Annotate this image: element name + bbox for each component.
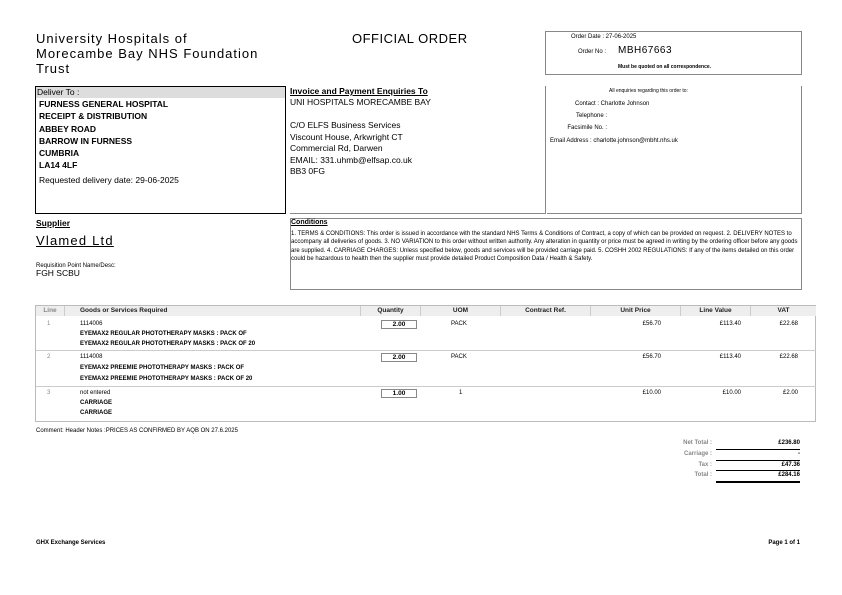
col-header-line-value: Line Value (681, 306, 751, 316)
invoice-heading: Invoice and Payment Enquiries To (290, 86, 428, 96)
deliver-line: FURNESS GENERAL HOSPITAL (39, 99, 169, 109)
requisition-point-value: FGH SCBU (36, 268, 80, 278)
organisation-name (36, 31, 258, 76)
row-line-number: 1 (47, 321, 51, 327)
row-line-number: 2 (47, 354, 51, 360)
col-header-line: Line (36, 306, 65, 316)
enquiries-heading: All enquiries regarding this order to: (609, 88, 688, 94)
deliver-to-heading: Deliver To : (36, 87, 285, 98)
contact-email: Email Address : charlotte.johnson@mbht.nhs.uk (550, 138, 678, 144)
org-line-1: University Hospitals of (36, 31, 188, 46)
row-uom: PACK (451, 321, 467, 327)
total-double-line (716, 481, 800, 483)
deliver-line: CUMBRIA (39, 148, 80, 159)
telephone: Telephone : (575, 113, 607, 119)
org-line-3: Trust (36, 61, 71, 76)
requisition-point-label: Requisition Point Name/Desc: (36, 263, 116, 269)
tax-value: £47.36 (781, 462, 800, 468)
row-desc-2: EYEMAX2 PREEMIE PHOTOTHERAPY MASKS : PACK OF 20 (80, 376, 253, 382)
order-comment: Comment: Header Notes :PRICES AS CONFIRMED BY AQB ON 27.6.2025 (36, 428, 238, 434)
document-title: OFFICIAL ORDER (352, 31, 468, 46)
conditions-heading: Conditions (291, 219, 328, 226)
row-desc-2: EYEMAX2 REGULAR PHOTOTHERAPY MASKS : PACK OF 20 (80, 341, 256, 347)
invoice-address (290, 97, 431, 178)
row-desc-1: EYEMAX2 REGULAR PHOTOTHERAPY MASKS : PACK OF (80, 331, 247, 337)
row-vat: £22.68 (779, 354, 798, 360)
carriage-value: - (798, 451, 800, 457)
row-code: not entered (80, 390, 111, 396)
invoice-line (290, 109, 431, 121)
row-uom: PACK (451, 354, 467, 360)
conditions-box (290, 218, 802, 290)
quote-note: Must be quoted on all correspondence. (618, 64, 712, 70)
net-total-value: £236.80 (778, 440, 800, 446)
order-number-label: Order No : (578, 49, 607, 55)
row-code: 1114006 (80, 321, 103, 327)
order-date: Order Date : 27-06-2025 (571, 34, 637, 40)
invoice-box (290, 86, 546, 214)
footer-service-name: GHX Exchange Services (36, 540, 106, 546)
page-number: Page 1 of 1 (768, 540, 800, 546)
invoice-line: EMAIL: 331.uhmb@elfsap.co.uk (290, 154, 413, 165)
grand-total-value: £284.16 (778, 472, 800, 478)
row-vat: £2.00 (782, 390, 798, 396)
requested-delivery-date: Requested delivery date: 29-06-2025 (39, 175, 179, 185)
col-header-vat: VAT (751, 306, 816, 316)
conditions-text: 1. TERMS & CONDITIONS: This order is issued in accordance with the standard NHS Terms & Conditions of Contract, a copy of which can be provided on request. 2. DELIVERY NOTES to accompany all deliveries of goods. 3. NO VARIATION to this order without written authority. Any alteration in quantity or price must be agreed in writing by the ordering officer before any goods are supplied. 4. CARRIAGE CHARGES: Unless specified below, goods and services will be provided carriage paid. 5. COSHH 2002 REGULATIONS: If any of the items detailed on this order could be hazardous to health then the supplier must provide detailed Product Composition Data / Health & Safety. (291, 231, 798, 263)
grand-total-label: Total : (694, 472, 712, 478)
deliver-line: ABBEY ROAD (39, 123, 96, 134)
org-line-2: Morecambe Bay NHS Foundation (36, 46, 259, 61)
invoice-line: C/O ELFS Business Services (290, 120, 401, 130)
order-info-box (545, 31, 802, 75)
supplier-heading: Supplier (36, 218, 71, 228)
invoice-line: Viscount House, Arkwright CT (290, 131, 403, 142)
invoice-line: BB3 0FG (290, 166, 325, 176)
deliver-line: RECEIPT & DISTRIBUTION (39, 111, 148, 122)
net-total-label: Net Total : (683, 440, 712, 446)
col-header-goods: Goods or Services Required (65, 306, 361, 316)
invoice-line: Commercial Rd, Darwen (290, 143, 383, 153)
row-desc-2: CARRIAGE (80, 410, 113, 416)
enquiries-box (547, 86, 802, 214)
row-unit-price: £10.00 (642, 390, 661, 396)
invoice-line: UNI HOSPITALS MORECAMBE BAY (290, 97, 431, 107)
col-header-unit-price: Unit Price (591, 306, 681, 316)
row-vat: £22.68 (779, 321, 798, 327)
row-line-value: £10.00 (722, 390, 741, 396)
order-number: MBH67663 (618, 45, 673, 56)
deliver-line: BARROW IN FURNESS (39, 135, 133, 146)
deliver-to-box (35, 86, 286, 214)
row-line-value: £113.40 (719, 354, 741, 360)
facsimile: Facsimile No. : (567, 125, 607, 131)
row-unit-price: £56.70 (642, 321, 661, 327)
row-desc-1: CARRIAGE (80, 400, 113, 406)
col-header-contract-ref: Contract Ref. (501, 306, 591, 316)
contact-name: Contact : Charlotte Johnson (575, 101, 650, 107)
row-desc-1: EYEMAX2 PREEMIE PHOTOTHERAPY MASKS : PACK OF (80, 365, 245, 371)
deliver-address (39, 98, 168, 172)
supplier-name: Vlamed Ltd (36, 233, 114, 248)
row-divider (36, 350, 816, 351)
deliver-line: LA14 4LF (39, 160, 78, 171)
row-divider (36, 386, 816, 387)
row-uom: 1 (459, 390, 463, 396)
tax-label: Tax : (698, 462, 712, 468)
carriage-label: Carriage : (683, 451, 712, 457)
row-line-value: £113.40 (719, 321, 741, 327)
row-quantity: 1.00 (381, 389, 417, 398)
row-line-number: 3 (47, 390, 51, 396)
col-header-quantity: Quantity (361, 306, 421, 316)
row-quantity: 2.00 (381, 353, 417, 362)
row-code: 1114008 (80, 354, 103, 360)
row-quantity: 2.00 (381, 320, 417, 329)
col-header-uom: UOM (421, 306, 501, 316)
row-unit-price: £56.70 (642, 354, 661, 360)
